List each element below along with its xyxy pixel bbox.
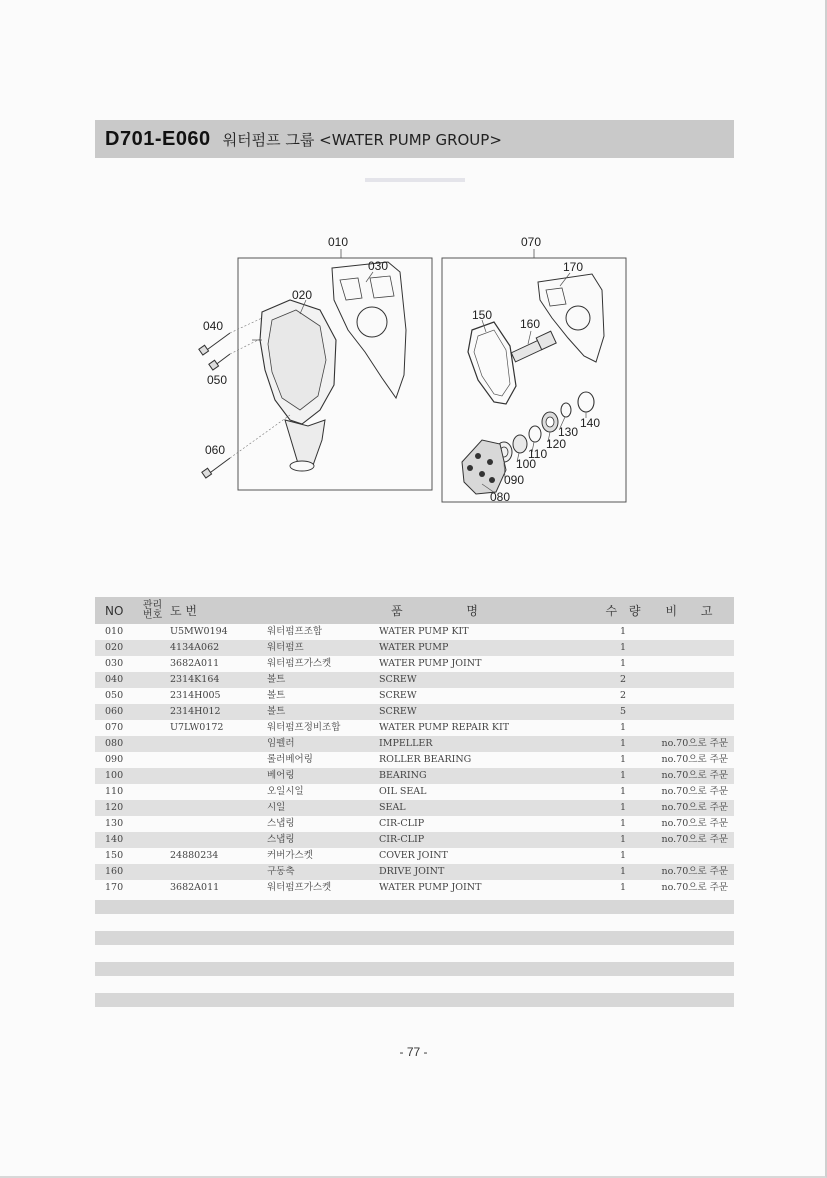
cell-mgmt [135,640,170,656]
cell-mgmt [135,656,170,672]
cell-name-korean: 워터펌프정비조합 [267,722,341,733]
label-030: 030 [368,259,389,273]
table-row [95,720,734,736]
table-row [95,688,734,704]
cell-remark [644,640,734,656]
cell-no: 030 [105,658,124,669]
header-management-number [135,597,170,624]
cell-drawing-number: 2314H005 [170,690,221,701]
table-row [95,768,734,784]
cell-name-korean: 오일시일 [267,786,304,797]
cell-name-english: SCREW [379,690,417,701]
label-150: 150 [472,308,493,322]
header-drawing-number: 도 번 [170,597,267,624]
blank-row-3 [95,962,734,976]
cell-name-english: COVER JOINT [379,850,448,861]
cell-no: 140 [95,832,135,848]
cell-name-english: BEARING [377,768,602,784]
drive-shaft-160-drawing [511,331,556,362]
cell-no: 100 [95,768,135,784]
cell-name-english: SCREW [377,704,602,720]
cir-clip-130-drawing [561,403,571,417]
cell-remark [644,848,734,864]
cell-remark: no.70으로 주문 [661,818,728,829]
cell-mgmt [135,880,170,896]
cell-name-english: DRIVE JOINT [377,864,602,880]
cell-drawing-number [170,864,267,880]
table-row [95,880,734,896]
table-row [95,640,734,656]
cell-drawing-number [170,768,267,784]
cell-no: 010 [105,626,124,637]
bearing-100-drawing [513,435,527,453]
table-row [95,864,734,880]
cell-name-korean: 스냅링 [267,832,377,848]
table-row [95,832,734,848]
cell-name-korean: 임펠러 [267,736,377,752]
cell-no: 090 [105,754,124,765]
cell-name-english: IMPELLER [377,736,602,752]
cell-mgmt [135,784,170,800]
cell-name-english: WATER PUMP [377,640,602,656]
cell-quantity: 1 [602,832,644,848]
bolt-040-drawing [199,333,230,355]
cell-drawing-number: U5MW0194 [170,626,228,637]
cell-name-korean: 볼트 [267,690,286,701]
cell-mgmt [135,624,170,640]
cell-drawing-number: U7LW0172 [170,722,224,733]
cell-quantity: 1 [602,864,644,880]
cell-no: 120 [95,800,135,816]
blank-row-2 [95,931,734,945]
cell-remark: no.70으로 주문 [661,882,728,893]
cell-quantity: 1 [619,850,627,861]
cell-name-english: OIL SEAL [379,786,427,797]
header-remarks: 비 고 [644,597,734,624]
cell-quantity: 1 [602,800,644,816]
cell-remark: no.70으로 주문 [644,832,734,848]
cell-drawing-number: 24880234 [170,850,219,861]
cell-quantity: 2 [619,690,627,701]
table-header-row [95,597,734,624]
cell-name-korean: 볼트 [267,672,377,688]
table-row [95,736,734,752]
cell-drawing-number: 2314K164 [170,672,267,688]
gasket-030-drawing [332,262,406,398]
cell-remark [644,624,734,640]
cell-quantity: 1 [602,768,644,784]
label-060: 060 [205,443,226,457]
cell-name-korean: 스냅링 [267,818,295,829]
cell-remark [644,720,734,736]
cell-quantity: 1 [602,640,644,656]
label-050: 050 [207,373,228,387]
bolt-060-drawing [202,458,230,478]
label-170: 170 [563,260,584,274]
cell-remark: no.70으로 주문 [644,864,734,880]
parts-list-table [95,597,734,896]
cell-remark [644,672,734,688]
cell-drawing-number: 4134A062 [170,640,267,656]
cell-name-english: ROLLER BEARING [379,754,472,765]
cell-name-english: CIR-CLIP [379,818,425,829]
label-090: 090 [504,473,525,487]
cell-mgmt [135,848,170,864]
label-130: 130 [558,425,579,439]
cell-name-korean: 커버가스켓 [267,850,313,861]
cell-remark: no.70으로 주문 [644,800,734,816]
cir-clip-140-drawing [578,392,594,412]
label-010: 010 [328,235,349,249]
cell-remark [644,688,734,704]
table-row [95,752,734,768]
cell-mgmt [135,688,170,704]
cell-mgmt [135,816,170,832]
label-100: 100 [516,457,537,471]
label-140: 140 [580,416,601,430]
cell-name-korean: 워터펌프가스켓 [267,658,332,669]
cell-drawing-number: 2314H012 [170,704,267,720]
cell-name-english: SCREW [377,672,602,688]
cell-remark: no.70으로 주문 [644,736,734,752]
cell-quantity: 2 [602,672,644,688]
cell-drawing-number [170,752,267,768]
page-number: - 77 - [399,1045,428,1059]
gasket-170-drawing [538,274,604,362]
cell-name-english: CIR-CLIP [377,832,602,848]
cell-name-korean: 베어링 [267,768,377,784]
cell-no: 060 [95,704,135,720]
blank-row-4 [95,993,734,1007]
cell-quantity: 1 [619,882,627,893]
label-160: 160 [520,317,541,331]
cell-quantity: 1 [602,736,644,752]
section-name: 워터펌프 그룹 <WATER PUMP GROUP> [222,130,502,149]
cell-no: 080 [95,736,135,752]
cell-mgmt [135,736,170,752]
cell-name-korean: 워터펌프가스켓 [267,882,332,893]
cell-mgmt [135,832,170,848]
cell-name-english: WATER PUMP JOINT [379,658,482,669]
cell-drawing-number [170,736,267,752]
label-070: 070 [521,235,542,249]
cell-quantity: 1 [619,722,627,733]
cell-quantity: 1 [619,626,627,637]
cell-drawing-number [170,784,267,800]
header-mgmt-top: 관리 [142,599,163,611]
label-120: 120 [546,437,567,451]
label-020: 020 [292,288,313,302]
section-code: D701-E060 [105,127,211,150]
cell-quantity: 5 [602,704,644,720]
header-mgmt-bottom: 번호 [142,609,163,621]
oil-seal-110-drawing [529,426,541,442]
cell-no: 040 [95,672,135,688]
table-row [95,848,734,864]
cell-name-korean: 롤러베어링 [267,754,313,765]
cell-name-korean: 볼트 [267,704,377,720]
cell-no: 170 [105,882,124,893]
cell-mgmt [135,672,170,688]
cell-remark: no.70으로 주문 [661,754,728,765]
cell-name-english: WATER PUMP KIT [379,626,469,637]
table-row [95,624,734,640]
cell-name-korean: 워터펌프 [267,640,377,656]
cover-joint-150-drawing [468,322,516,404]
label-040: 040 [203,319,224,333]
cell-remark [644,704,734,720]
cell-no: 160 [95,864,135,880]
header-quantity: 수 량 [602,597,644,624]
table-row [95,672,734,688]
cell-name-english: WATER PUMP REPAIR KIT [379,722,510,733]
cell-name-english: WATER PUMP JOINT [379,882,482,893]
cell-remark: no.70으로 주문 [644,768,734,784]
table-row [95,784,734,800]
bolt-050-drawing [209,354,230,370]
cell-remark [644,656,734,672]
cell-mgmt [135,768,170,784]
cell-no: 130 [105,818,124,829]
cell-quantity: 1 [619,786,627,797]
table-row [95,704,734,720]
cell-mgmt [135,720,170,736]
cell-remark: no.70으로 주문 [661,786,728,797]
cell-name-english: SEAL [377,800,602,816]
parts-table-body [95,624,734,896]
cell-no: 070 [105,722,124,733]
cell-mgmt [135,752,170,768]
cell-no: 020 [95,640,135,656]
label-110: 110 [528,447,548,461]
table-row [95,800,734,816]
label-080: 080 [490,490,511,504]
header-part-name: 품 명 [267,597,602,624]
cell-mgmt [135,864,170,880]
cell-no: 110 [105,786,124,797]
cell-drawing-number [170,816,267,832]
cell-drawing-number [170,832,267,848]
cell-drawing-number: 3682A011 [170,658,220,669]
table-row [95,816,734,832]
cell-quantity: 1 [619,754,627,765]
cell-quantity: 1 [619,818,627,829]
cell-name-korean: 구동축 [267,864,377,880]
cell-name-korean: 시일 [267,800,377,816]
blank-row-1 [95,900,734,914]
cell-no: 150 [105,850,124,861]
header-no: NO [95,597,135,624]
table-row [95,656,734,672]
cell-mgmt [135,704,170,720]
cell-mgmt [135,800,170,816]
cell-drawing-number: 3682A011 [170,882,220,893]
cell-name-korean: 워터펌프조합 [267,626,323,637]
cell-no: 050 [105,690,124,701]
cell-drawing-number [170,800,267,816]
cell-quantity: 1 [619,658,627,669]
